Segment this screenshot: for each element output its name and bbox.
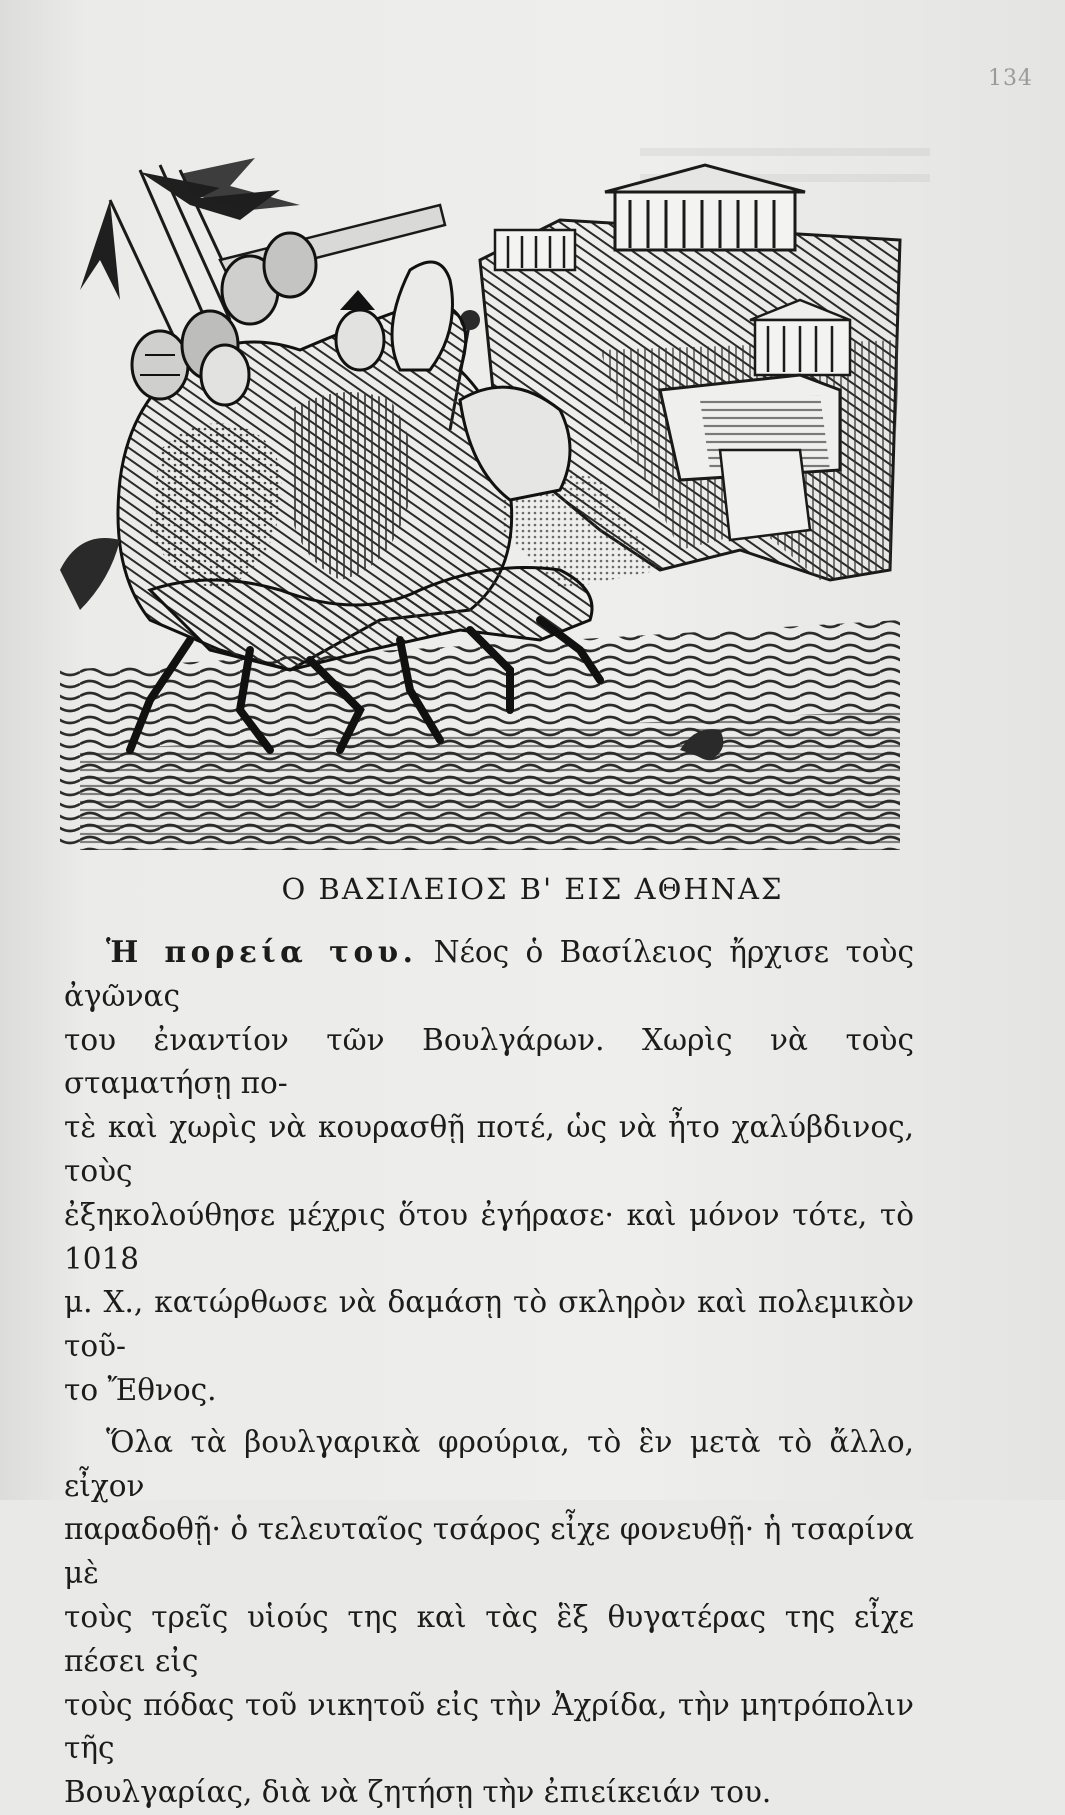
text-line	[64, 1421, 914, 1509]
text-line: ἐξηκολούθησε μέχρις ὅτου ἐγήρασε· καὶ μόνον τότε, τὸ 1018	[64, 1197, 914, 1276]
paragraph-1	[64, 930, 914, 1413]
text-line: μ. Χ., κατώρθωσε νὰ δαμάσῃ τὸ σκληρὸν καὶ πολεμικὸν τοῦ-	[64, 1285, 914, 1364]
paragraph-2	[64, 1421, 914, 1815]
text-line: τοὺς πόδας τοῦ νικητοῦ εἰς τὴν Ἀχρίδα, τὴν μητρόπολιν τῆς	[64, 1687, 914, 1766]
text-line-content: Ὅλα τὰ βουλγαρικὰ φρούρια, τὸ ἓν μετὰ τὸ ἄλλο, εἶχον	[64, 1424, 914, 1503]
text-line: του ἐναντίον τῶν Βουλγάρων. Χωρὶς νὰ τοὺς σταματήσῃ πο-	[64, 1022, 914, 1101]
text-line: παραδοθῇ· ὁ τελευταῖος τσάρος εἶχε φονευθῇ· ἡ τσαρίνα μὲ	[64, 1512, 914, 1591]
woodcut-illustration	[40, 150, 910, 860]
paragraph-lead: Ἡ πορεία του.	[106, 934, 418, 969]
text-line: Βουλγαρίας, διὰ νὰ ζητήσῃ τὴν ἐπιείκειάν του.	[64, 1775, 772, 1810]
text-line	[64, 930, 914, 1019]
text-line: το Ἔθνος.	[64, 1372, 217, 1407]
text-line: τοὺς τρεῖς υἱούς της καὶ τὰς ἓξ θυγατέρας της εἶχε πέσει εἰς	[64, 1599, 914, 1678]
page-number: 134	[988, 66, 1033, 91]
article-body	[64, 930, 914, 1815]
chapter-title: Ο ΒΑΣΙΛΕΙΟΣ Β' ΕΙΣ ΑΘΗΝΑΣ	[281, 872, 784, 906]
text-line-content: Νέος ὁ Βασίλειος ἤρχισε τοὺς ἀγῶνας	[64, 935, 914, 1013]
text-line: τὲ καὶ χωρὶς νὰ κουρασθῇ ποτέ, ὡς νὰ ἦτο χαλύβδινος, τοὺς	[64, 1110, 914, 1188]
